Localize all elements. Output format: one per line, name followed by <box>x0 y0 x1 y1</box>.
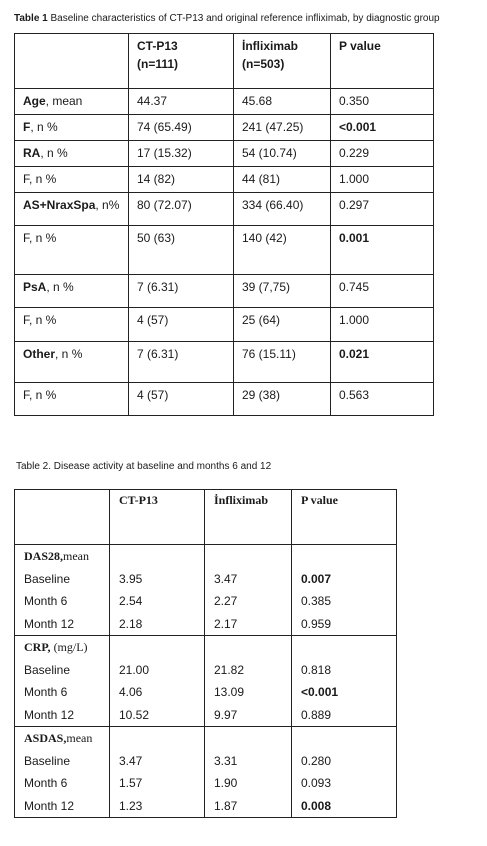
group-title-name: ASDAS, <box>24 731 67 745</box>
infliximab-value: 1.90 <box>214 776 238 790</box>
table1-row <box>15 275 434 308</box>
table1-row-label <box>15 193 129 226</box>
table1-row <box>15 141 434 167</box>
table2-pvalue-cell <box>292 727 397 818</box>
group-title-unit: mean <box>63 549 90 563</box>
table1-infliximab-cell: 76 (15.11) <box>234 342 331 383</box>
timepoint-label: Month 12 <box>24 616 75 631</box>
timepoint-label: Month 6 <box>24 685 68 699</box>
table2-header-cell: P value <box>292 490 397 545</box>
ctp13-value: 1.23 <box>119 798 143 813</box>
table2-pvalue-cell <box>292 545 397 636</box>
timepoint-label: Month 6 <box>24 776 68 790</box>
p-value: 0.385 <box>301 594 332 608</box>
infliximab-value: 1.87 <box>214 798 238 813</box>
table1-pvalue-cell: <0.001 <box>331 115 434 141</box>
timepoint-label: Baseline <box>24 571 71 586</box>
row-label-suffix: , n% <box>95 198 120 212</box>
table1-pvalue-cell: 0.297 <box>331 193 434 226</box>
group-spacer <box>301 727 396 750</box>
timepoint-label: Month 12 <box>24 798 75 813</box>
group-title-unit: mean <box>66 731 93 745</box>
table2-infliximab-cell <box>205 636 292 727</box>
group-spacer <box>214 727 291 750</box>
table1-caption <box>14 13 440 24</box>
row-label-suffix: F, n % <box>23 231 57 245</box>
infliximab-value: 2.27 <box>214 594 238 608</box>
table1-pvalue-cell: 0.021 <box>331 342 434 383</box>
p-value: 0.008 <box>301 798 332 813</box>
table1-infliximab-cell: 45.68 <box>234 89 331 115</box>
row-label-suffix: , mean <box>45 94 83 108</box>
table1-pvalue-cell: 0.350 <box>331 89 434 115</box>
group-spacer <box>214 636 291 659</box>
group-spacer <box>301 636 396 659</box>
table2-header-cell <box>15 490 110 545</box>
group-spacer <box>119 545 204 568</box>
table1-ctp13-cell: 80 (72.07) <box>129 193 234 226</box>
group-spacer <box>301 545 396 568</box>
table1-caption-label: Table 1 <box>14 13 48 24</box>
table1-ctp13-cell: 7 (6.31) <box>129 342 234 383</box>
table1-infliximab-cell: 334 (66.40) <box>234 193 331 226</box>
infliximab-value: 21.82 <box>214 662 245 677</box>
table1-ctp13-cell: 4 (57) <box>129 308 234 342</box>
table1-header-cell: CT-P13 (n=111) <box>129 34 234 89</box>
table2-ctp13-cell <box>110 545 205 636</box>
table2-ctp13-cell <box>110 636 205 727</box>
table1-pvalue-cell: 0.229 <box>331 141 434 167</box>
table1-row-label <box>15 167 129 193</box>
p-value: 0.093 <box>301 776 332 790</box>
table1-caption-text: Baseline characteristics of CT-P13 and original reference infliximab, by diagnostic group <box>47 13 440 24</box>
group-spacer <box>214 545 291 568</box>
table2-header-cell: CT-P13 <box>110 490 205 545</box>
group-title <box>24 636 109 659</box>
ctp13-value: 3.47 <box>119 753 143 768</box>
row-label-group: Other <box>23 347 56 361</box>
table1-row <box>15 115 434 141</box>
table2-infliximab-cell <box>205 545 292 636</box>
table2-caption: Table 2. Disease activity at baseline and months 6 and 12 <box>16 461 272 472</box>
timepoint-label: Baseline <box>24 753 71 768</box>
group-title-name: DAS28, <box>24 549 64 563</box>
table1-infliximab-cell: 44 (81) <box>234 167 331 193</box>
table1-infliximab-cell: 29 (38) <box>234 383 331 416</box>
table1-pvalue-cell: 0.563 <box>331 383 434 416</box>
ctp13-value: 1.57 <box>119 776 143 790</box>
p-value: 0.818 <box>301 662 332 677</box>
table1-row-label <box>15 308 129 342</box>
row-label-suffix: F, n % <box>23 388 57 402</box>
table1-infliximab-cell: 39 (7,75) <box>234 275 331 308</box>
p-value: 0.007 <box>301 571 332 586</box>
table2-group-row <box>15 727 397 818</box>
table1-header-cell: P value <box>331 34 434 89</box>
row-label-suffix: F, n % <box>23 172 57 186</box>
table1-infliximab-cell: 54 (10.74) <box>234 141 331 167</box>
infliximab-value: 2.17 <box>214 616 238 631</box>
timepoint-label: Month 12 <box>24 707 75 722</box>
table2-header-cell: İnfliximab <box>205 490 292 545</box>
baseline-characteristics-table <box>14 33 434 416</box>
row-label-group: Age <box>23 94 46 108</box>
ctp13-value: 2.18 <box>119 616 143 631</box>
table1-infliximab-cell: 140 (42) <box>234 226 331 275</box>
table1-header-cell: İnfliximab (n=503) <box>234 34 331 89</box>
table1-row <box>15 226 434 275</box>
table1-row-label <box>15 342 129 383</box>
table1-ctp13-cell: 14 (82) <box>129 167 234 193</box>
row-label-group: F <box>23 120 31 134</box>
row-label-suffix: , n % <box>46 280 74 294</box>
group-spacer <box>119 636 204 659</box>
table1-infliximab-cell: 241 (47.25) <box>234 115 331 141</box>
row-label-suffix: , n % <box>40 146 68 160</box>
table1-ctp13-cell: 50 (63) <box>129 226 234 275</box>
group-title-name: CRP, <box>24 640 51 654</box>
group-title <box>24 727 109 750</box>
table1-row <box>15 89 434 115</box>
row-label-suffix: , n % <box>55 347 83 361</box>
p-value: 0.280 <box>301 753 332 768</box>
table1-row-label <box>15 383 129 416</box>
table1-ctp13-cell: 74 (65.49) <box>129 115 234 141</box>
ctp13-value: 3.95 <box>119 571 143 586</box>
table1-header-cell <box>15 34 129 89</box>
ctp13-value: 2.54 <box>119 594 143 608</box>
table2-group-row <box>15 636 397 727</box>
group-spacer <box>119 727 204 750</box>
table2-pvalue-cell <box>292 636 397 727</box>
table1-row <box>15 342 434 383</box>
table1-infliximab-cell: 25 (64) <box>234 308 331 342</box>
table1-row-label <box>15 89 129 115</box>
table2-ctp13-cell <box>110 727 205 818</box>
group-title <box>24 545 109 568</box>
table1-ctp13-cell: 7 (6.31) <box>129 275 234 308</box>
table2-group-row <box>15 545 397 636</box>
infliximab-value: 13.09 <box>214 685 245 699</box>
disease-activity-table <box>14 489 397 818</box>
table1-row-label <box>15 275 129 308</box>
table1-row <box>15 193 434 226</box>
table1-row <box>15 383 434 416</box>
table1-pvalue-cell: 1.000 <box>331 167 434 193</box>
infliximab-value: 3.31 <box>214 753 238 768</box>
row-label-group: RA <box>23 146 41 160</box>
p-value: 0.889 <box>301 707 332 722</box>
table2-header-row <box>15 490 397 545</box>
infliximab-value: 3.47 <box>214 571 238 586</box>
p-value: <0.001 <box>301 685 339 699</box>
ctp13-value: 4.06 <box>119 685 143 699</box>
timepoint-label: Baseline <box>24 662 71 677</box>
table1-pvalue-cell: 0.001 <box>331 226 434 275</box>
row-label-suffix: F, n % <box>23 313 57 327</box>
row-label-group: AS+NraxSpa <box>23 198 96 212</box>
timepoint-label: Month 6 <box>24 594 68 608</box>
table1-ctp13-cell: 17 (15.32) <box>129 141 234 167</box>
infliximab-value: 9.97 <box>214 707 238 722</box>
table1-row-label <box>15 226 129 275</box>
table1-pvalue-cell: 0.745 <box>331 275 434 308</box>
table1-row-label <box>15 115 129 141</box>
ctp13-value: 21.00 <box>119 662 150 677</box>
ctp13-value: 10.52 <box>119 707 150 722</box>
group-title-unit: (mg/L) <box>50 640 88 654</box>
table1-row-label <box>15 141 129 167</box>
table2-label-cell <box>15 545 110 636</box>
table2-infliximab-cell <box>205 727 292 818</box>
table1-pvalue-cell: 1.000 <box>331 308 434 342</box>
table1-ctp13-cell: 44.37 <box>129 89 234 115</box>
table2-label-cell <box>15 636 110 727</box>
row-label-suffix: , n % <box>30 120 58 134</box>
p-value: 0.959 <box>301 616 332 631</box>
row-label-group: PsA <box>23 280 47 294</box>
table1-row <box>15 308 434 342</box>
table1-header-row <box>15 34 434 89</box>
table2-label-cell <box>15 727 110 818</box>
table1-ctp13-cell: 4 (57) <box>129 383 234 416</box>
table1-row <box>15 167 434 193</box>
